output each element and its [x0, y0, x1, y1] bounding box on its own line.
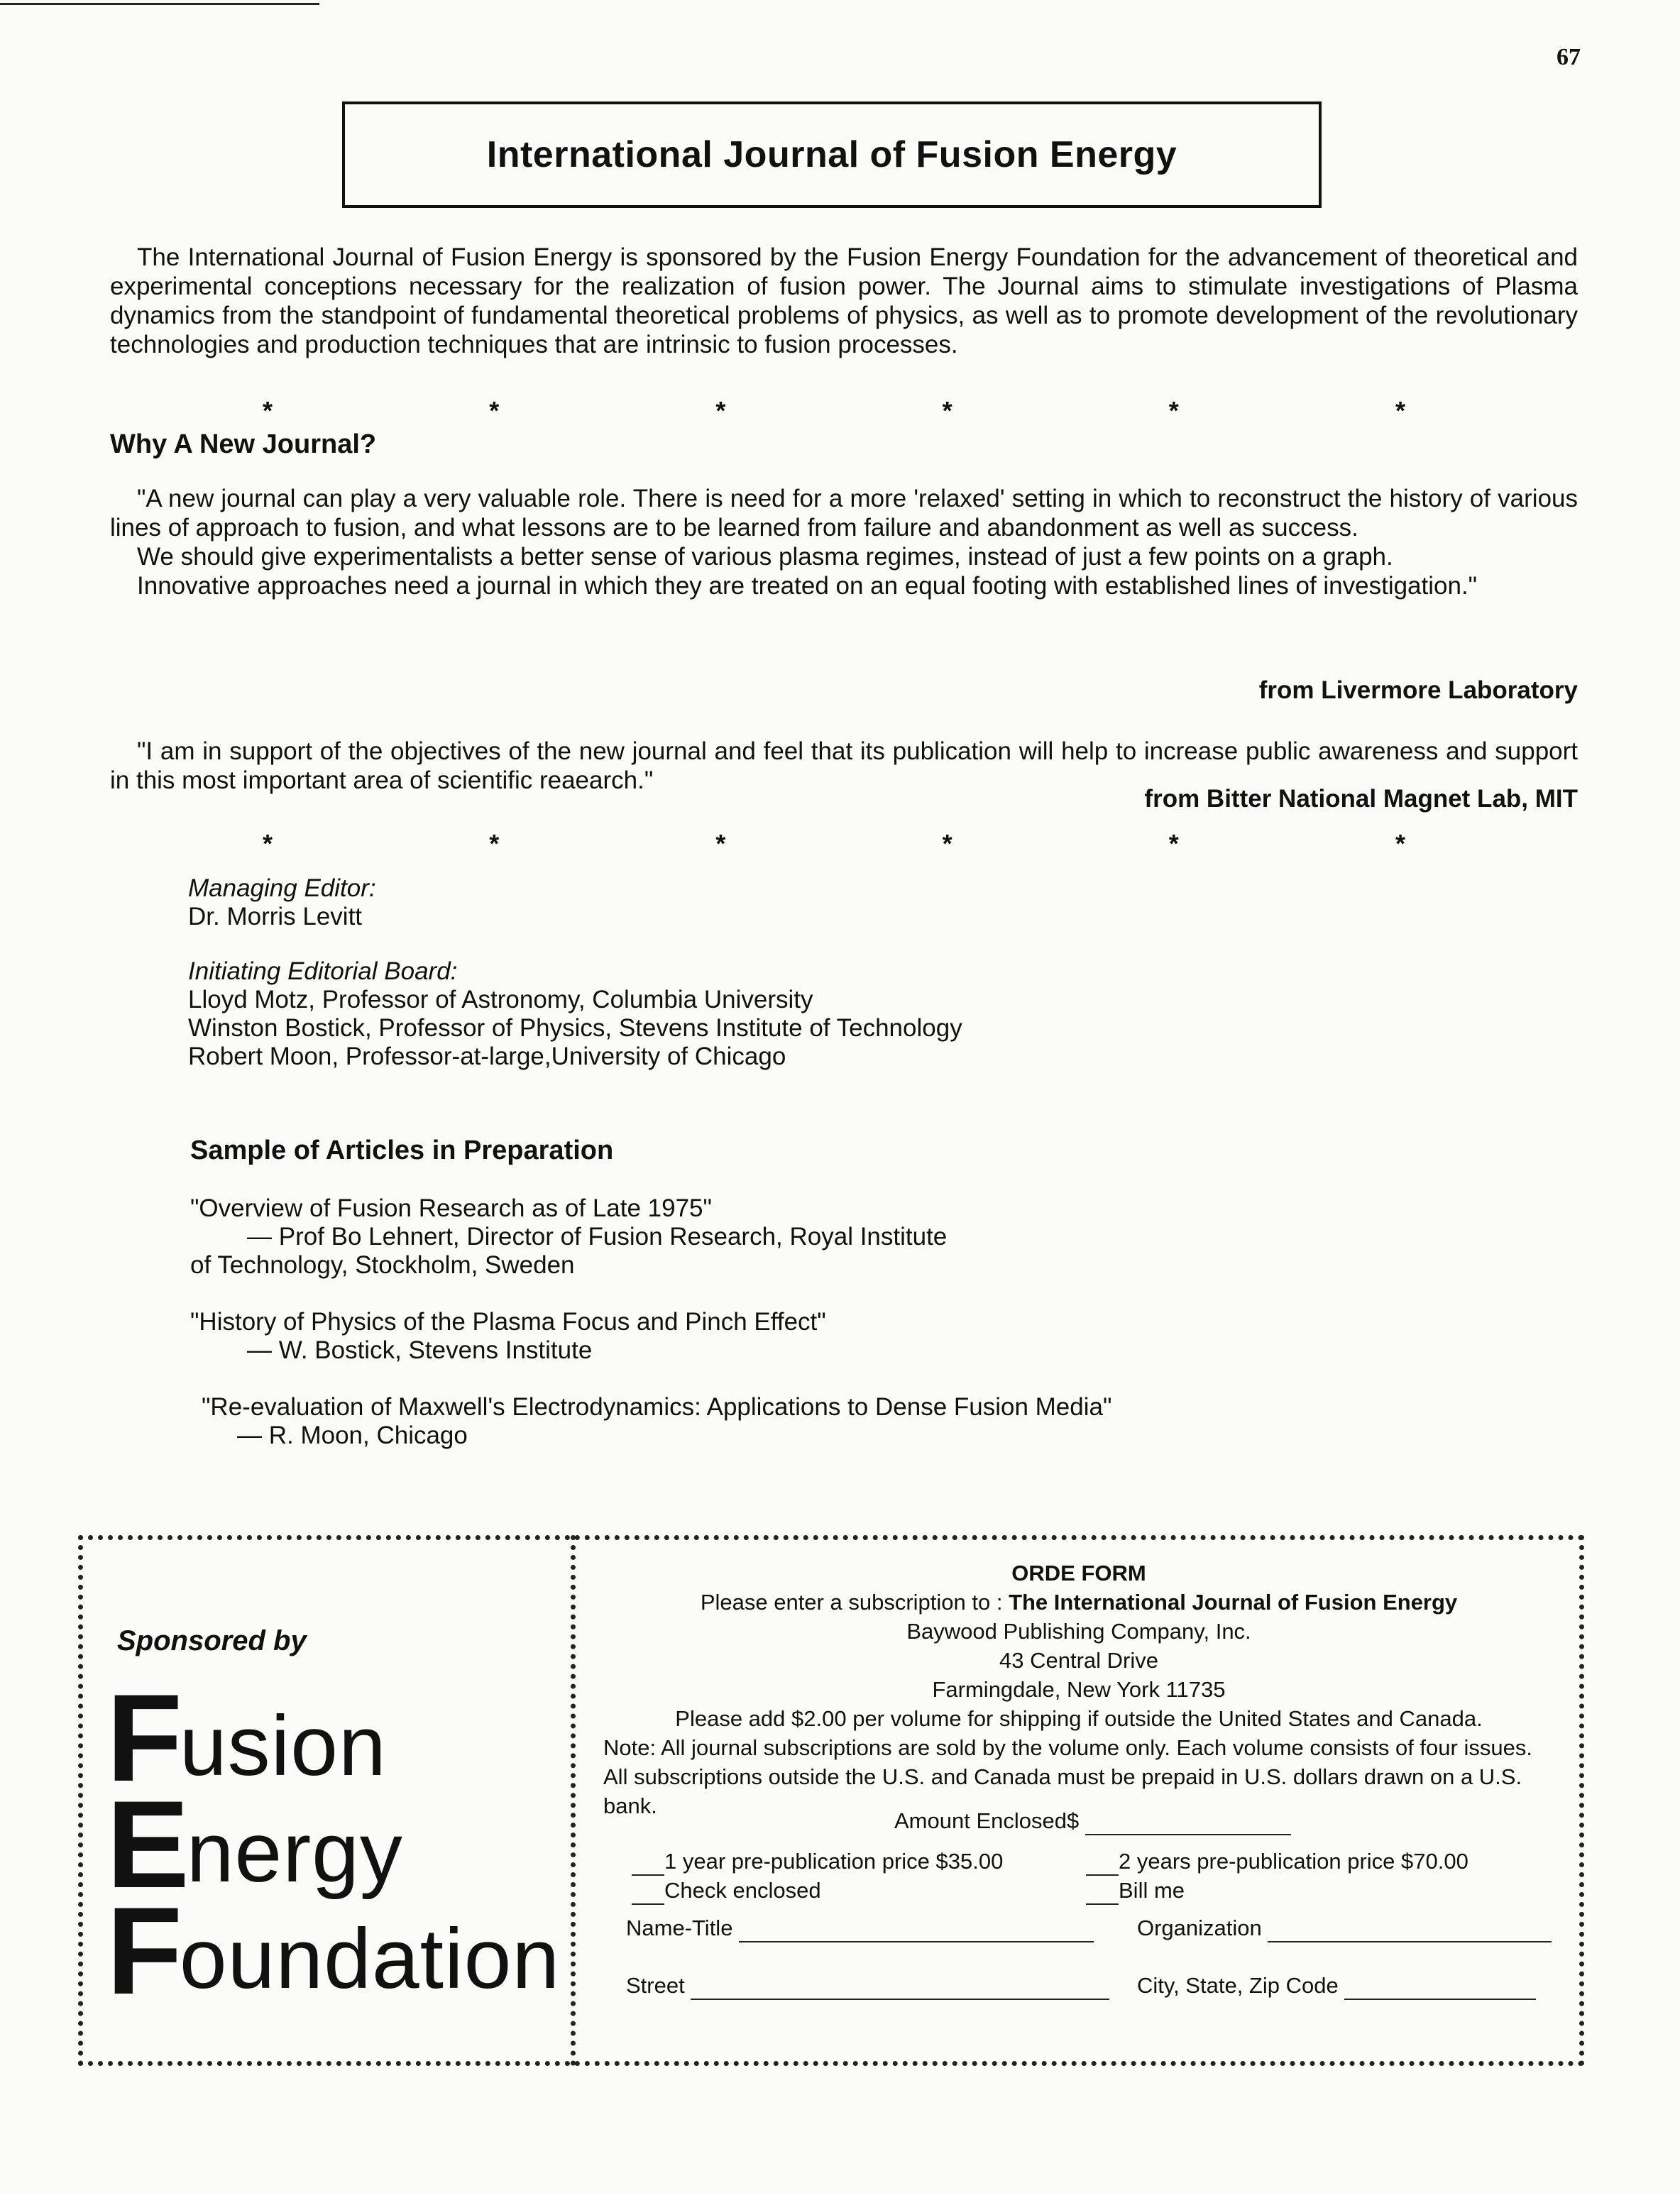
- star: *: [1168, 829, 1179, 858]
- why-quote-1: [110, 484, 1578, 600]
- option-1-year-label: 1 year pre-publication price $35.00: [664, 1849, 1004, 1874]
- star: *: [715, 396, 726, 425]
- street-city-row: [603, 1971, 1554, 2000]
- journal-title: International Journal of Fusion Energy: [486, 134, 1177, 175]
- managing-editor-name: Dr. Morris Levitt: [188, 903, 363, 930]
- star: *: [715, 829, 726, 858]
- articles-heading: Sample of Articles in Preparation: [190, 1136, 614, 1165]
- city-state-zip-field[interactable]: [1344, 1976, 1536, 2000]
- star: *: [489, 829, 500, 858]
- subscription-line: [603, 1588, 1554, 1617]
- article-title: "Re-evaluation of Maxwell's Electrodynamics: Applications to Dense Fusion Media": [202, 1393, 1112, 1421]
- star: *: [1395, 396, 1405, 425]
- title-box: [342, 101, 1322, 208]
- logo-text: oundation: [179, 1911, 561, 2006]
- logo-initial-e: E: [106, 1776, 187, 1914]
- sponsored-by-label: Sponsored by: [117, 1625, 307, 1656]
- city-state-zip-label: City, State, Zip Code: [1137, 1973, 1339, 1998]
- organization-field[interactable]: [1268, 1918, 1552, 1942]
- star: *: [263, 829, 273, 858]
- name-org-row: [603, 1913, 1554, 1942]
- logo-text: nergy: [186, 1805, 403, 1900]
- article-author: — R. Moon, Chicago: [237, 1422, 468, 1449]
- address-line-1: 43 Central Drive: [999, 1648, 1158, 1673]
- managing-editor-label: Managing Editor:: [188, 874, 376, 902]
- bill-me-checkbox[interactable]: [1086, 1889, 1119, 1905]
- logo-initial-f: F: [106, 1882, 180, 2021]
- order-form-divider: [571, 1535, 576, 2066]
- publisher: Baywood Publishing Company, Inc.: [906, 1619, 1251, 1644]
- editors-section: [188, 874, 1324, 1071]
- board-member: Winston Bostick, Professor of Physics, Stevens Institute of Technology: [188, 1014, 962, 1042]
- logo-initial-f: F: [106, 1669, 180, 1808]
- star: *: [942, 396, 952, 425]
- order-form-heading: ORDE FORM: [1011, 1561, 1146, 1585]
- source-mit: from Bitter National Magnet Lab, MIT: [1144, 785, 1578, 813]
- source-livermore: from Livermore Laboratory: [1258, 676, 1578, 704]
- name-title-label: Name-Title: [626, 1916, 733, 1940]
- star: *: [489, 396, 500, 425]
- options-row-2: [603, 1876, 1554, 1905]
- fusion-energy-foundation-logo: [106, 1669, 561, 2021]
- star: *: [1168, 396, 1179, 425]
- board-member: Robert Moon, Professor-at-large,University of Chicago: [188, 1043, 786, 1070]
- quote1-paragraph-2: We should give experimentalists a better sense of various plasma regimes, instead of just a few points on a graph.: [137, 543, 1393, 571]
- option-2-years-label: 2 years pre-publication price $70.00: [1119, 1849, 1468, 1874]
- article-author: — Prof Bo Lehnert, Director of Fusion Research, Royal Institute: [247, 1223, 948, 1251]
- quote1-paragraph-1: "A new journal can play a very valuable role. There is need for a more 'relaxed' setting in which to reconstruct the history of various lines of approach to fusion, and what lessons are to be learned from failure and abandonment as well as success.: [110, 485, 1578, 542]
- star: *: [942, 829, 952, 858]
- amount-label: Amount Enclosed$: [894, 1808, 1080, 1833]
- star: *: [1395, 829, 1405, 858]
- why-heading: Why A New Journal?: [110, 429, 377, 459]
- intro-text: The International Journal of Fusion Energy is sponsored by the Fusion Energy Foundation for the advancement of theoretical and experimental conceptions necessary for the realization of fusion power. The Journal aims to stimulate investigations of Plasma dynamics from the standpoint of fundamental theoretical problems of physics, as well as to promote development of the revolutionary technologies and production techniques that are intrinsic to fusion processes.: [110, 243, 1578, 358]
- article-author-cont: of Technology, Stockholm, Sweden: [190, 1251, 575, 1279]
- address-line-2: Farmingdale, New York 11735: [932, 1677, 1226, 1702]
- street-label: Street: [626, 1973, 685, 1998]
- star: *: [263, 396, 273, 425]
- amount-row: [603, 1806, 1554, 1835]
- option-2-years-checkbox[interactable]: [1086, 1860, 1119, 1876]
- check-enclosed-label: Check enclosed: [664, 1878, 821, 1903]
- quote1-paragraph-3: Innovative approaches need a journal in which they are treated on an equal footing with established lines of investigation.": [137, 572, 1478, 600]
- board-label: Initiating Editorial Board:: [188, 957, 458, 985]
- options-row-1: [603, 1847, 1554, 1876]
- volume-note: Note: All journal subscriptions are sold by the volume only. Each volume consists of four issues.: [603, 1735, 1532, 1760]
- name-title-field[interactable]: [739, 1918, 1094, 1942]
- intro-paragraph: [110, 243, 1578, 359]
- order-form: [603, 1559, 1554, 2000]
- article-author: — W. Bostick, Stevens Institute: [247, 1336, 593, 1364]
- article-title: "History of Physics of the Plasma Focus and Pinch Effect": [190, 1308, 826, 1336]
- bill-me-label: Bill me: [1119, 1878, 1185, 1903]
- check-enclosed-checkbox[interactable]: [632, 1889, 664, 1905]
- article-item: [190, 1308, 1397, 1365]
- logo-text: usion: [179, 1698, 387, 1793]
- shipping-note: Please add $2.00 per volume for shipping if outside the United States and Canada.: [675, 1706, 1483, 1731]
- street-field[interactable]: [691, 1976, 1109, 2000]
- top-rule: [0, 3, 319, 5]
- star-divider-1: [263, 396, 1405, 426]
- articles-list: [190, 1194, 1397, 1478]
- subscription-journal: The International Journal of Fusion Energy: [1009, 1590, 1458, 1615]
- article-item: [190, 1393, 1397, 1450]
- board-member: Lloyd Motz, Professor of Astronomy, Columbia University: [188, 986, 813, 1013]
- star-divider-2: [263, 829, 1405, 859]
- page-number: 67: [1557, 44, 1581, 70]
- organization-label: Organization: [1137, 1916, 1262, 1940]
- amount-field[interactable]: [1085, 1813, 1291, 1835]
- article-title: "Overview of Fusion Research as of Late 1975": [190, 1194, 712, 1222]
- article-item: [190, 1194, 1397, 1280]
- quote2-text: "I am in support of the objectives of the new journal and feel that its publication will help to increase public awareness and support in this most important area of scientific reaearch.": [110, 737, 1578, 794]
- option-1-year-checkbox[interactable]: [632, 1860, 664, 1876]
- subscription-prefix: Please enter a subscription to :: [700, 1590, 1009, 1615]
- prepaid-note: All subscriptions outside the U.S. and Canada must be prepaid in U.S. dollars drawn on a U.S. bank.: [603, 1764, 1522, 1818]
